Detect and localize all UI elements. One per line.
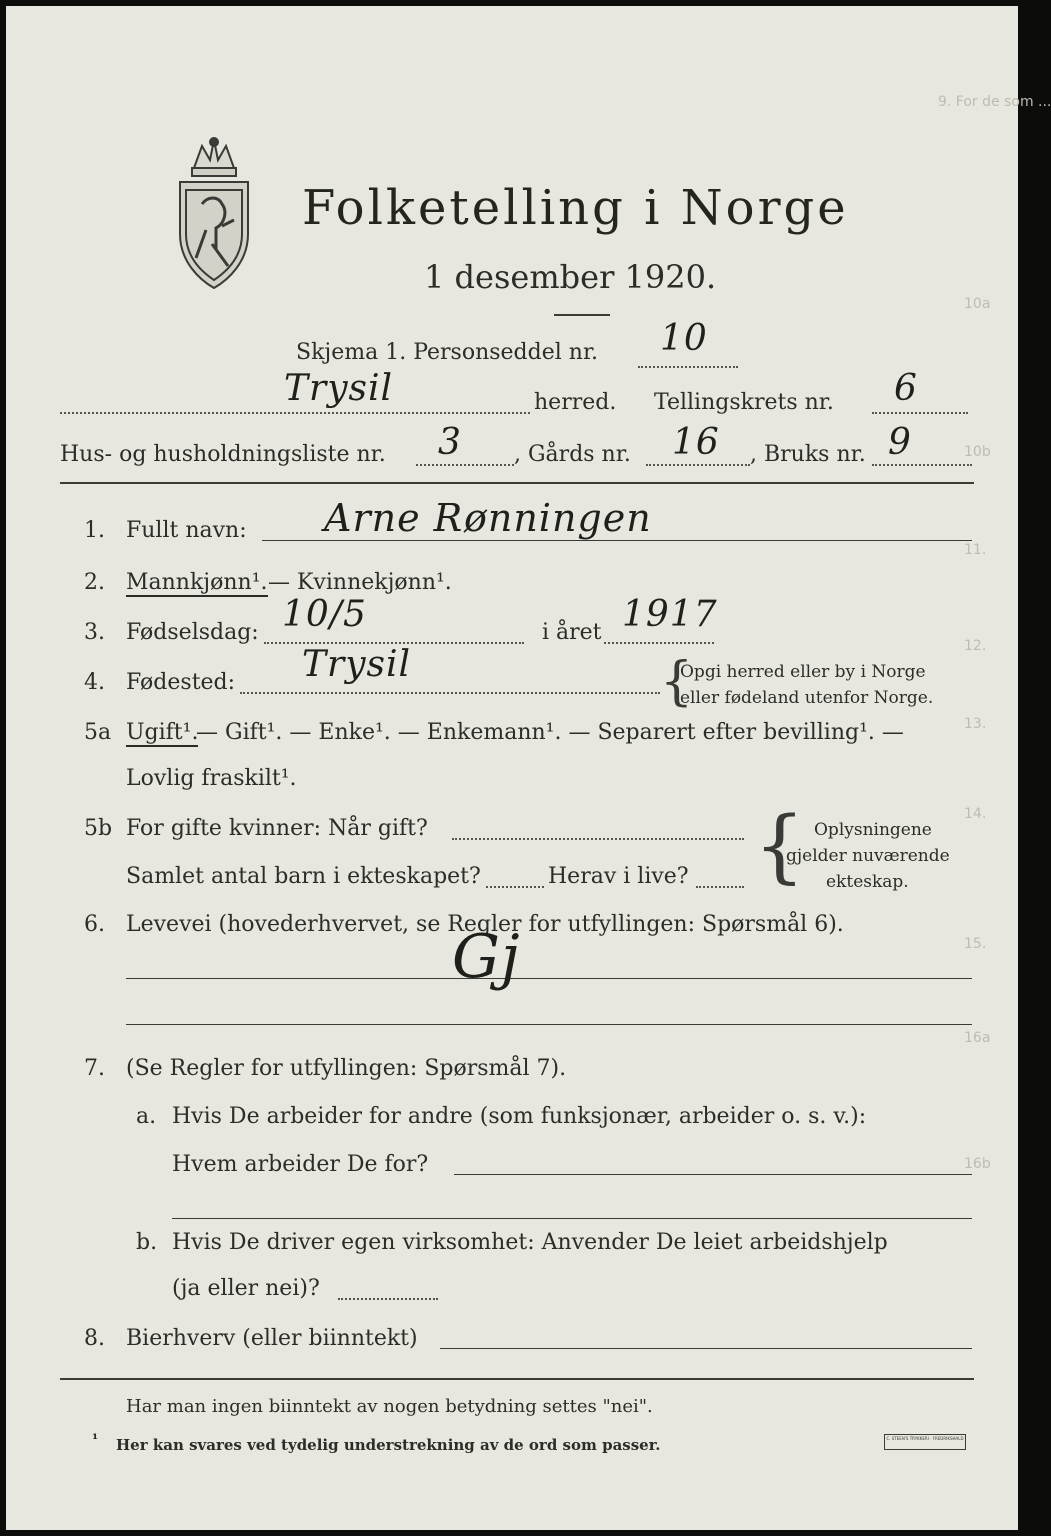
coat-of-arms-icon	[172, 134, 256, 296]
q5b-label: For gifte kvinner: Når gift?	[126, 816, 428, 841]
census-form	[6, 6, 1051, 1530]
bleed-through-16a: 16a	[964, 1030, 991, 1046]
q7-number: 7.	[84, 1056, 105, 1081]
q8-number: 8.	[84, 1326, 105, 1351]
personseddel-value: 10	[660, 318, 708, 359]
q7a-answer-line	[454, 1174, 972, 1175]
q5a-line2: Lovlig fraskilt¹.	[126, 766, 297, 791]
q5a-number: 5a	[84, 720, 112, 745]
q3-year-label: i året	[542, 620, 602, 645]
schema-label: Skjema 1. Personseddel nr.	[296, 340, 599, 365]
q5a-ugift: Ugift¹.	[126, 720, 199, 745]
herred-value: Trysil	[284, 368, 394, 409]
q4-line	[240, 692, 660, 694]
q3-value: 10/5	[282, 594, 367, 635]
q1-line	[262, 540, 972, 541]
q7b-line1: Hvis De driver egen virksomhet: Anvender De leiet arbeidshjelp	[172, 1230, 888, 1255]
herred-line	[60, 412, 530, 414]
q6-label: Levevei (hovederhvervet, se Regler for utfyllingen: Spørsmål 6).	[126, 912, 844, 937]
q8-label: Bierhverv (eller biinntekt)	[126, 1326, 418, 1351]
q5b-live-label: Herav i live?	[548, 864, 689, 889]
printer-stamp: C. STEEN'S TRYKKERI · FREDRIKSHALD	[884, 1434, 966, 1450]
bleed-through-16b: 16b	[964, 1156, 991, 1172]
gards-line	[646, 464, 750, 466]
q5b-note-3: ekteskap.	[826, 872, 909, 892]
herred-label: herred.	[534, 390, 617, 415]
footer-note: Har man ingen biinntekt av nogen betydning settes "nei".	[126, 1396, 653, 1417]
bruks-label: , Bruks nr.	[750, 442, 866, 467]
q3-label: Fødselsdag:	[126, 620, 259, 645]
q5b-note-1: Oplysningene	[814, 820, 932, 840]
q4-label: Fødested:	[126, 670, 236, 695]
q3-number: 3.	[84, 620, 105, 645]
footnote-mark: ¹	[92, 1432, 99, 1448]
tellingskrets-label: Tellingskrets nr.	[654, 390, 834, 415]
bleed-through-14: 14.	[964, 806, 987, 822]
husliste-value: 3	[438, 422, 462, 463]
q2-rest: — Kvinnekjønn¹.	[268, 570, 452, 595]
bleed-through-15: 15.	[964, 936, 987, 952]
q4-note-1: Opgi herred eller by i Norge	[680, 662, 926, 682]
q7a-answer-line-2	[172, 1218, 972, 1219]
page-title: Folketelling i Norge	[302, 180, 849, 236]
bleed-through-10b: 10b	[964, 444, 991, 460]
gards-value: 16	[672, 422, 720, 463]
personseddel-line	[638, 366, 738, 368]
q7a-line1: Hvis De arbeider for andre (som funksjonær, arbeider o. s. v.):	[172, 1104, 867, 1129]
q5a-rest: — Gift¹. — Enke¹. — Enkemann¹. — Separert efter bevilling¹. —	[196, 720, 904, 745]
q7b-answer-line	[338, 1298, 438, 1300]
q1-label: Fullt navn:	[126, 518, 247, 543]
q4-value: Trysil	[302, 644, 412, 685]
q5b-barn-line	[486, 886, 544, 888]
bleed-through-11: 11.	[964, 542, 987, 558]
q6-value: Gj	[452, 922, 521, 992]
q5b-number: 5b	[84, 816, 113, 841]
footer-divider	[60, 1378, 974, 1380]
q7a-letter: a.	[136, 1104, 157, 1129]
q3-year-value: 1917	[622, 594, 718, 635]
q7-label: (Se Regler for utfyllingen: Spørsmål 7).	[126, 1056, 567, 1081]
q5b-line2: Samlet antal barn i ekteskapet?	[126, 864, 481, 889]
bleed-through-13: 13.	[964, 716, 987, 732]
q4-note-2: eller fødeland utenfor Norge.	[680, 688, 934, 708]
q7b-letter: b.	[136, 1230, 158, 1255]
title-rule	[554, 314, 610, 316]
q8-answer-line	[440, 1348, 972, 1349]
bleed-through-10a: 10a	[964, 296, 991, 312]
page-date: 1 desember 1920.	[424, 258, 717, 296]
q6-line-1	[126, 978, 972, 979]
tellingskrets-value: 6	[894, 368, 918, 409]
q4-number: 4.	[84, 670, 105, 695]
footnote: Her kan svares ved tydelig understrekning av de ord som passer.	[116, 1436, 661, 1454]
q7b-line2: (ja eller nei)?	[172, 1276, 320, 1301]
bruks-line	[872, 464, 972, 466]
q6-line-2	[126, 1024, 972, 1025]
gards-label: , Gårds nr.	[514, 442, 631, 467]
q3-year-line	[604, 642, 714, 644]
tellingskrets-line	[872, 412, 968, 414]
bleed-through-9: 9. For de som ...	[938, 94, 1051, 110]
q1-number: 1.	[84, 518, 105, 543]
header-divider	[60, 482, 974, 484]
bleed-through-12: 12.	[964, 638, 987, 654]
bruks-value: 9	[888, 422, 912, 463]
q6-number: 6.	[84, 912, 105, 937]
q5b-brace: {	[754, 799, 805, 892]
q2-number: 2.	[84, 570, 105, 595]
q1-value: Arne Rønningen	[324, 496, 652, 540]
q4-brace: {	[660, 652, 694, 712]
husliste-label: Hus- og husholdningsliste nr.	[60, 442, 386, 467]
q5b-live-line	[696, 886, 744, 888]
husliste-line	[416, 464, 514, 466]
q7a-line2: Hvem arbeider De for?	[172, 1152, 429, 1177]
q2-male: Mannkjønn¹.	[126, 570, 268, 595]
q5b-line	[452, 838, 744, 840]
q5b-note-2: gjelder nuværende	[786, 846, 950, 866]
